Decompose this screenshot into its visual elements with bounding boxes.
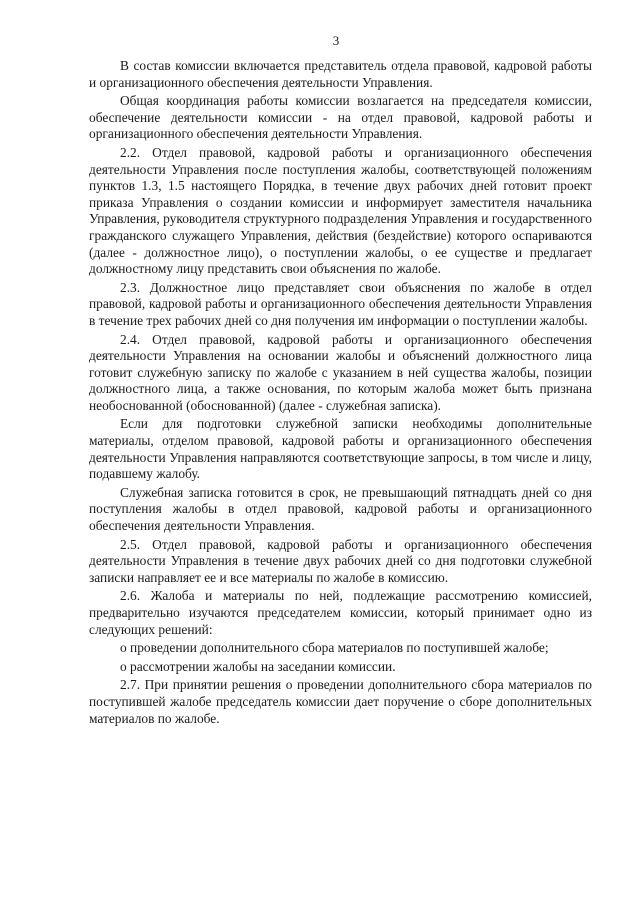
paragraph-2-3: 2.3. Должностное лицо представляет свои объяснения по жалобе в отдел правовой, кадровой работы и организационного обеспечения деятельности Управления в течение трех рабочих дней со дня получения им информации о поступлении жалобы. (89, 279, 592, 328)
paragraph-2-5: 2.5. Отдел правовой, кадровой работы и организационного обеспечения деятельности Управления в течение двух рабочих дней со дня подготовки служебной записки направляет ее и все материалы по жалобе в комиссию. (89, 536, 592, 585)
paragraph-decision-option-1: о проведении дополнительного сбора материалов по поступившей жалобе; (120, 640, 549, 656)
paragraph-commission-composition: В состав комиссии включается представитель отдела правовой, кадровой работы и организационного обеспечения деятельности Управления. (89, 58, 592, 90)
paragraph-2-6: 2.6. Жалоба и материалы по ней, подлежащие рассмотрению комиссией, предварительно изучаются председателем комиссии, который принимает одно из следующих решений: (89, 588, 592, 637)
paragraph-2-4: 2.4. Отдел правовой, кадровой работы и организационного обеспечения деятельности Управления на основании жалобы и объяснений должностного лица готовит служебную записку по жалобе с указанием в ней существа жалобы, позиции должностного лица, а также основания, по которым жалоба может быть признана необоснованной (обоснованной) (далее - служебная записка). (89, 331, 592, 413)
paragraph-decision-option-2: о рассмотрении жалобы на заседании комиссии. (120, 658, 396, 674)
paragraph-general-coordination: Общая координация работы комиссии возлагается на председателя комиссии, обеспечение деятельности комиссии - на отдел правовой, кадровой работы и организационного обеспечения деятельности Управления. (89, 93, 592, 142)
paragraph-2-7: 2.7. При принятии решения о проведении дополнительного сбора материалов по поступившей жалобе председатель комиссии дает поручение о сборе дополнительных материалов по жалобе. (89, 677, 592, 726)
page-number: 3 (332, 33, 340, 48)
paragraph-additional-materials: Если для подготовки служебной записки необходимы дополнительные материалы, отделом правовой, кадровой работы и организационного обеспечения деятельности Управления направляются соответствующие запросы, в том числе и лицу, подавшему жалобу. (89, 416, 592, 482)
document-body (89, 58, 592, 729)
paragraph-memo-deadline: Служебная записка готовится в срок, не превышающий пятнадцать дней со дня поступления жалобы в отдел правовой, кадровой работы и организационного обеспечения деятельности Управления. (89, 484, 592, 534)
paragraph-2-2: 2.2. Отдел правовой, кадровой работы и организационного обеспечения деятельности Управления после поступления жалобы, соответствующей положениям пунктов 1.3, 1.5 настоящего Порядка, в течение двух рабочих дней готовит проект приказа Управления о создании комиссии и информирует заместителя начальника Управления, руководителя структурного подразделения Управления и государственного гражданского служащего Управления, действия (бездействие) которого оспариваются (далее - должностное лицо), о поступлении жалобы, о ее существе и предлагает должностному лицу представить свои объяснения по жалобе. (89, 144, 592, 277)
